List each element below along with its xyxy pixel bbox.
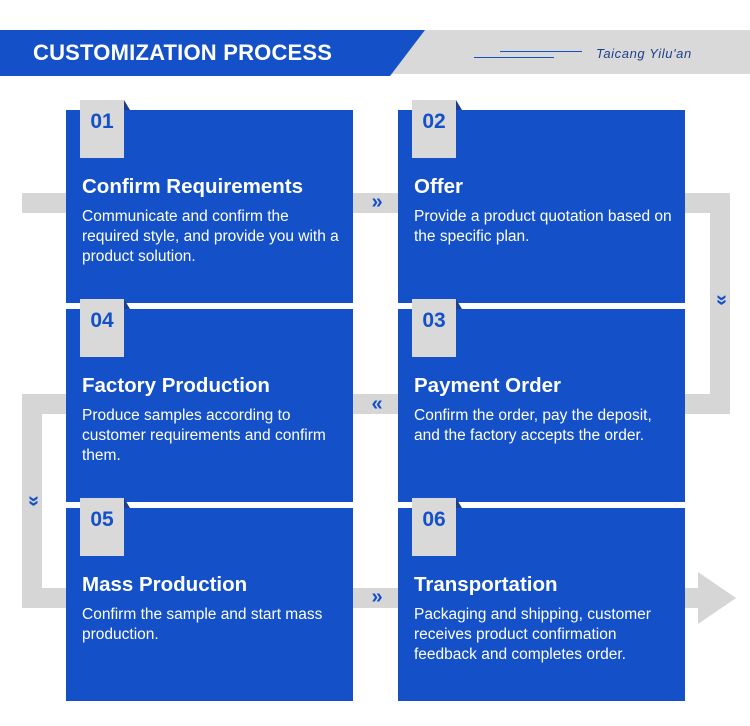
step-card-05 xyxy=(66,508,353,701)
step-title: Factory Production xyxy=(82,374,270,397)
step-description: Communicate and confirm the required style, and provide you with a product solution. xyxy=(82,208,339,265)
brand-name: Taicang Yilu'an xyxy=(596,46,692,61)
step-card-03 xyxy=(398,309,685,502)
header-decor-line xyxy=(474,57,554,58)
step-number-tab xyxy=(412,100,456,158)
step-description: Confirm the sample and start mass production. xyxy=(82,606,323,643)
step-card-01 xyxy=(66,110,353,303)
step-description: Produce samples according to customer requirements and confirm them. xyxy=(82,407,326,464)
step-card-02 xyxy=(398,110,685,303)
flow-connector-right-bottom xyxy=(684,394,730,414)
step-number-tab xyxy=(80,299,124,357)
step-title: Offer xyxy=(414,175,463,198)
flow-connector-left-bottom xyxy=(22,588,68,608)
flow-connector-entry xyxy=(22,193,68,213)
step-number-tab xyxy=(80,100,124,158)
exit-arrow-icon xyxy=(698,572,738,624)
page-title: CUSTOMIZATION PROCESS xyxy=(33,40,333,65)
step-number: 06 xyxy=(422,508,446,531)
arrow-down-icon: » xyxy=(23,495,45,505)
step-card-06 xyxy=(398,508,685,701)
arrow-down-icon: » xyxy=(711,294,733,304)
step-number-tab xyxy=(80,498,124,556)
step-title: Mass Production xyxy=(82,573,248,596)
step-number: 02 xyxy=(422,110,446,133)
step-number: 03 xyxy=(422,309,446,332)
step-title: Confirm Requirements xyxy=(82,175,303,198)
step-description: Packaging and shipping, customer receives product confirmation feedback and completes order. xyxy=(414,606,651,663)
arrow-right-icon: » xyxy=(371,191,381,213)
step-number-tab xyxy=(412,498,456,556)
step-card-04 xyxy=(66,309,353,502)
step-description: Confirm the order, pay the deposit, and the factory accepts the order. xyxy=(414,407,652,444)
step-number-tab xyxy=(412,299,456,357)
step-description: Provide a product quotation based on the specific plan. xyxy=(414,208,672,245)
header-decor-line xyxy=(500,51,582,52)
step-title: Transportation xyxy=(414,573,558,596)
step-title: Payment Order xyxy=(414,374,561,397)
step-number: 05 xyxy=(90,508,114,531)
arrow-right-icon: » xyxy=(371,586,381,608)
arrow-left-icon: « xyxy=(371,393,381,415)
step-number: 01 xyxy=(90,110,114,133)
step-number: 04 xyxy=(90,309,114,332)
